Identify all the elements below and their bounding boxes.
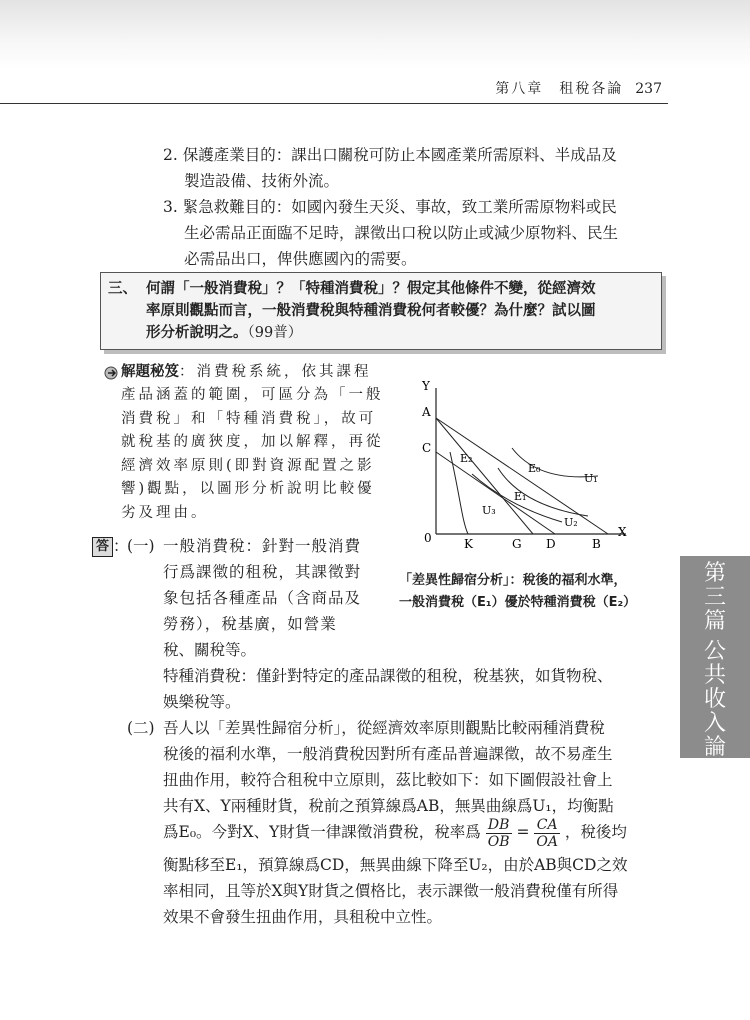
purpose-2-line2: 製造設備、技術外流。 <box>184 172 340 190</box>
section-1-line6: 特種消費稅：僅針對特定的產品課徵的租稅，稅基狹，如貨物稅、 <box>163 667 613 685</box>
question-line2: 率原則觀點而言，一般消費稅與特種消費稅何者較優？為什麼？試以圖 <box>146 303 596 319</box>
section-2-line7: 率相同，且等於X與Y財貨之價格比，表示課徵一般消費稅僅有所得 <box>163 882 619 900</box>
section-2-label: (二) <box>127 719 155 737</box>
figure-caption-line1: 「差異性歸宿分析」：稅後的福利水準， <box>399 573 627 588</box>
purpose-3-line1: 3. 緊急救難目的：如國內發生天災、事故，致工業所需原物料或民 <box>163 198 617 216</box>
tax-rate-fraction-1: $\frac{DB}{OB}$ <box>487 816 510 850</box>
purpose-3-line2: 生必需品正面臨不足時，課徵出口稅以防止或減少原物料、民生 <box>184 224 619 242</box>
purpose-2-line1: 2. 保護產業目的：課出口關稅可防止本國產業所需原料、半成品及 <box>163 146 617 164</box>
label-U2: U₂ <box>564 516 578 529</box>
section-2-line2: 稅後的福利水準，一般消費稅因對所有產品普遍課徵，故不易產生 <box>163 745 613 763</box>
page-number: 237 <box>635 81 662 97</box>
chapter-title: 第八章 租稅各論 <box>495 81 624 97</box>
tip-line7: 劣及理由。 <box>121 505 209 521</box>
label-B: B <box>592 537 601 551</box>
section-1-label: (一) <box>127 537 155 555</box>
side-tab-part: 第 三 篇 <box>703 561 726 634</box>
section-1-line5: 稅、關稅等。 <box>163 641 257 659</box>
header-rule <box>0 103 668 104</box>
section-1-line2: 行爲課徵的租稅，其課徵對 <box>163 563 362 581</box>
tip-title: 解題秘笈 <box>121 364 179 380</box>
side-tab <box>680 556 750 758</box>
tip-line4: 就稅基的廣狹度，加以解釋，再從 <box>121 434 384 450</box>
tip-line1: 解題秘笈：消費稅系統，依其課程 <box>121 364 372 380</box>
label-K: K <box>464 537 473 551</box>
figure-caption-line2: 一般消費稅（E₁）優於特種消費稅（E₂） <box>399 595 637 610</box>
tax-rate-fraction-2: $\frac{CA}{OA}$ <box>536 816 558 850</box>
section-2-line1: 吾人以「差異性歸宿分析」，從經濟效率原則觀點比較兩種消費稅 <box>163 719 605 737</box>
section-2-line5: 爲E₀。今對X、Y財貨一律課徵消費稅，稅率爲 $\frac{DB}{OB}$ = $\frac{CA}{OA}$ ，稅後均 <box>163 816 627 850</box>
section-2-line8: 效果不會發生扭曲作用，具租稅中立性。 <box>163 908 443 926</box>
side-tab-title: 公 共 收 入 論 <box>703 639 726 760</box>
section-1-line7: 娛樂稅等。 <box>163 693 241 711</box>
tip-line2: 產品涵蓋的範圍，可區分為「一般 <box>121 387 384 403</box>
section-2-line6: 衡點移至E₁，預算線爲CD，無異曲線下降至U₂，由於AB與CD之效 <box>163 856 628 874</box>
section-1-line4: 勞務），稅基廣，如營業 <box>163 615 337 633</box>
budget-line-AB <box>436 418 608 534</box>
answer-colon: ： <box>113 537 129 555</box>
label-E2: E₂ <box>460 452 473 465</box>
label-C: C <box>422 441 432 455</box>
label-Y: Y <box>422 379 430 393</box>
label-E0: E₀ <box>528 462 541 475</box>
tip-line6: 響)觀點，以圖形分析說明比較優 <box>121 481 375 497</box>
label-U3: U₃ <box>482 504 496 517</box>
running-header <box>495 78 662 98</box>
incidence-diagram <box>412 376 640 554</box>
purpose-3-line3: 必需品出口，俾供應國內的需要。 <box>184 250 417 268</box>
label-O: 0 <box>424 531 432 545</box>
question-line3: 形分析說明之。（99普） <box>146 325 303 341</box>
label-D: D <box>546 537 556 551</box>
question-number: 三、 <box>108 281 137 297</box>
question-year: （99普） <box>247 325 303 341</box>
label-X: X <box>618 525 627 539</box>
section-2-line4: 共有X、Y兩種財貨，稅前之預算線爲AB，無異曲線爲U₁，均衡點 <box>163 797 614 815</box>
label-E1: E₁ <box>514 490 527 503</box>
page-top-shading <box>0 0 750 70</box>
tip-line5: 經濟效率原則(即對資源配置之影 <box>121 458 375 474</box>
answer-mark: 答 <box>92 537 113 557</box>
section-1-line1: 一般消費稅：針對一般消費 <box>163 537 362 555</box>
label-U1: U₁ <box>584 472 598 485</box>
label-A: A <box>422 405 431 419</box>
tip-line3: 消費稅」和「特種消費稅」，故可 <box>121 411 377 427</box>
arrow-icon <box>104 366 121 380</box>
label-G: G <box>512 537 522 551</box>
question-line1: 何謂「一般消費稅」？「特種消費稅」？假定其他條件不變，從經濟效 <box>146 281 596 297</box>
section-2-line3: 扭曲作用，較符合租稅中立原則，茲比較如下：如下圖假設社會上 <box>163 771 613 789</box>
section-1-line3: 象包括各種產品（含商品及 <box>163 589 362 607</box>
